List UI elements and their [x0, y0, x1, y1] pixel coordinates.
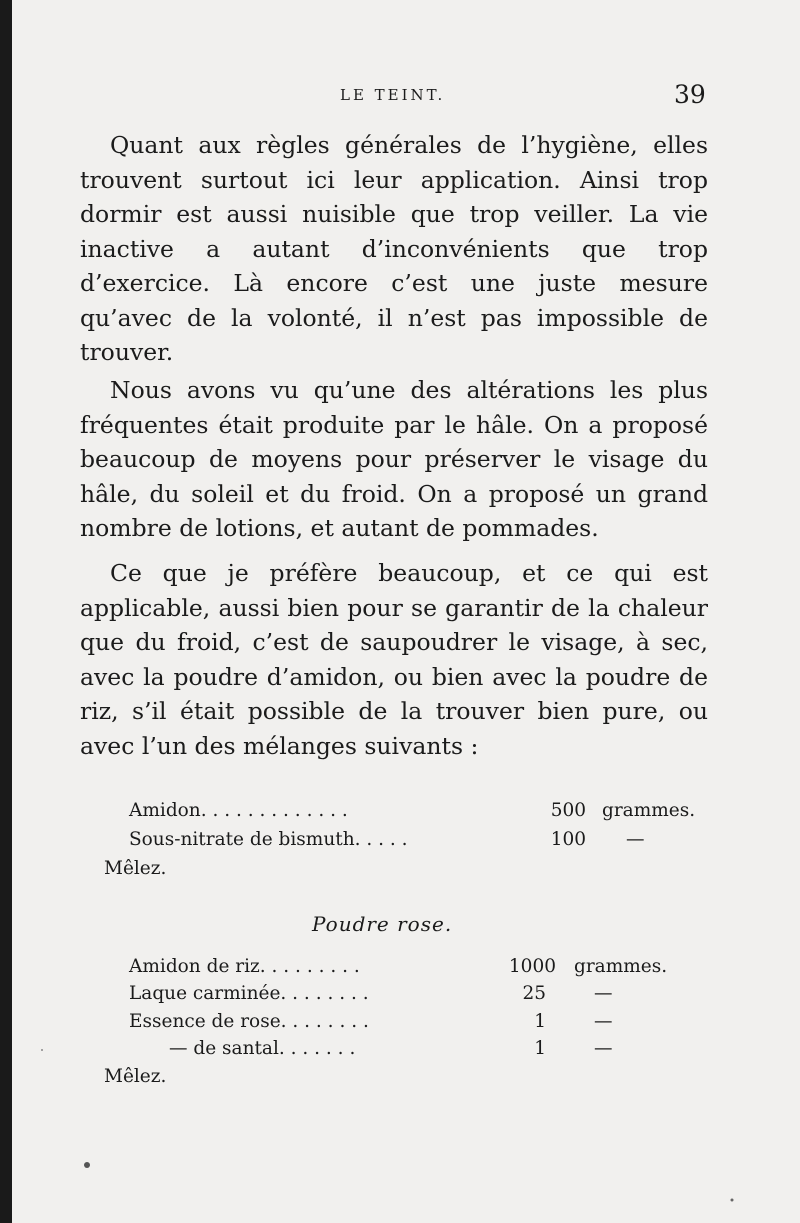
ingredient-unit: —	[594, 1011, 613, 1032]
ingredient-name: Amidon de riz. . . . . . . . .	[129, 956, 360, 977]
ingredient-quantity: 1	[534, 1038, 546, 1059]
ingredient-unit: grammes.	[602, 800, 696, 821]
ingredient-unit: —	[594, 983, 613, 1004]
recipe-instruction: Mêlez.	[104, 1066, 167, 1087]
ingredient-quantity: 25	[522, 983, 546, 1004]
ingredient-unit: —	[594, 1038, 613, 1059]
recipe-instruction: Mêlez.	[104, 858, 167, 879]
ingredient-quantity: 1000	[508, 956, 556, 977]
ingredient-unit: grammes.	[574, 956, 668, 977]
ingredient-quantity: 100	[550, 829, 586, 850]
ingredient-name: Amidon. . . . . . . . . . . . .	[129, 800, 348, 821]
paragraph-powder: Ce que je préfère beaucoup, et ce qui est applicable, aussi bien pour se garantir de la chaleur que du froid, c’est de saupoudrer le visage, à sec, avec la poudre d’amidon, ou bien avec la poudre de riz, s’il était possible de la trouver bien pure, ou avec l’un des mélanges suivants :	[80, 559, 708, 760]
speck	[731, 1199, 734, 1202]
paragraph-hygiene: Quant aux règles générales de l’hygiène, elles trouvent surtout ici leur application. Ainsi trop dormir est aussi nuisible que trop veiller. La vie inactive a autant d’inconvénients que trop d’exercice. Là encore c’est une juste mesure qu’avec de la volonté, il n’est pas impossible de trouver.	[80, 131, 708, 366]
running-header-title: LE TEINT.	[340, 86, 446, 104]
page-number: 39	[674, 80, 706, 109]
ingredient-quantity: 500	[550, 800, 586, 821]
paper-specks	[12, 0, 800, 1223]
speck	[84, 1162, 90, 1168]
book-page	[12, 0, 800, 1223]
speck	[41, 1049, 43, 1051]
ingredient-name: Sous-nitrate de bismuth. . . . .	[129, 829, 408, 850]
ingredient-quantity: 1	[534, 1011, 546, 1032]
ingredient-name: Laque carminée. . . . . . . .	[129, 983, 369, 1004]
recipe-title: Poudre rose.	[312, 912, 453, 936]
paragraph-hale: Nous avons vu qu’une des altérations les plus fréquentes était produite par le hâle. On a proposé beaucoup de moyens pour préserver le visage du hâle, du soleil et du froid. On a proposé un grand nombre de lotions, et autant de pommades.	[80, 376, 708, 542]
ingredient-name: — de santal. . . . . . .	[169, 1038, 356, 1059]
ingredient-name: Essence de rose. . . . . . . .	[129, 1011, 369, 1032]
ingredient-unit: —	[626, 829, 645, 850]
